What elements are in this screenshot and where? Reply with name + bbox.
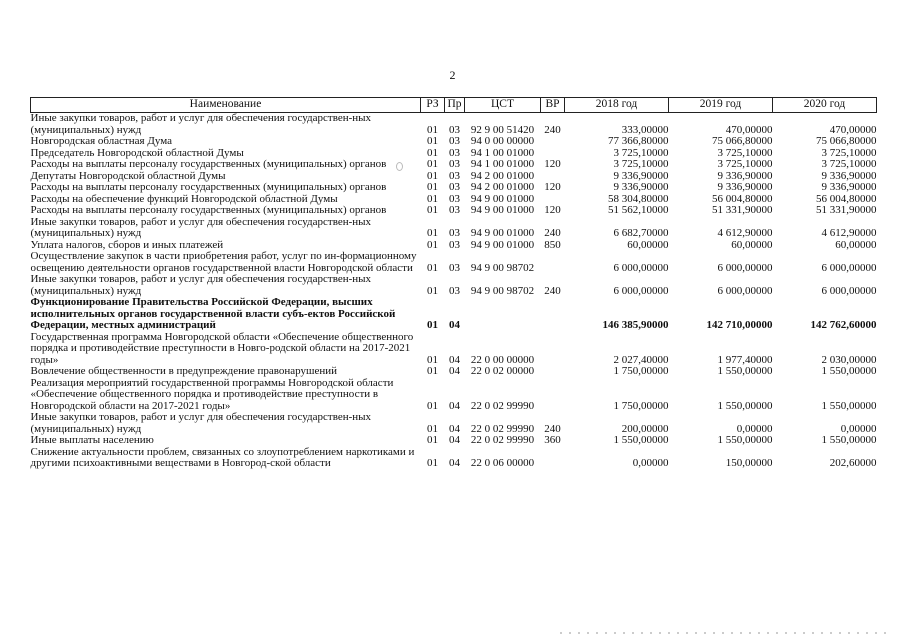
row-2019: 1 550,00000 <box>717 434 773 446</box>
table-row <box>31 136 877 148</box>
row-pr: 03 <box>449 123 460 136</box>
row-rz: 01 <box>427 146 438 159</box>
row-pr: 03 <box>449 204 460 216</box>
row-vr <box>541 332 565 367</box>
row-name: Депутаты Новгородской областной Думы <box>30 169 226 182</box>
row-name: Вовлечение общественности в предупреждение правонарушений <box>30 365 338 377</box>
row-pr: 04 <box>449 422 460 435</box>
row-name: Осуществление закупок в части приобретения работ, услуг по ин-формационному освещению деятельности органов государственной власти Новгородской области <box>30 250 417 274</box>
row-name: Реализация мероприятий государственной программы Новгородской области «Обеспечение общественного порядка и противодействие преступности в Новгородской области на 2017-2021 годы» <box>30 376 394 412</box>
row-2019: 60,00000 <box>731 238 773 251</box>
table-row <box>31 412 877 435</box>
row-rz: 01 <box>427 353 438 366</box>
row-2020: 6 000,00000 <box>821 284 877 297</box>
row-name: Новгородская областная Дума <box>30 135 172 147</box>
row-name: Снижение актуальности проблем, связанных со злоупотреблением наркотиками и другими психоактивными веществами в Новгород-ской области <box>30 445 415 469</box>
row-2020: 4 612,90000 <box>821 227 877 239</box>
header-pr: Пр <box>445 98 465 113</box>
row-2019: 9 336,90000 <box>717 169 773 182</box>
row-name: Государственная программа Новгородской области «Обеспечение общественного порядка и противодействие преступности в Новго-родской области на 2017-2021 годы» <box>30 330 414 366</box>
row-vr: 120 <box>544 204 561 216</box>
row-2020: 51 331,90000 <box>816 204 877 216</box>
row-vr <box>541 136 565 148</box>
row-2020: 470,00000 <box>829 123 877 136</box>
row-rz: 01 <box>427 227 438 239</box>
row-rz: 01 <box>427 422 438 435</box>
row-2019: 0,00000 <box>736 422 773 435</box>
row-cst: 22 0 02 99990 <box>470 422 535 435</box>
row-pr: 03 <box>449 146 460 159</box>
row-name: Расходы на выплаты персоналу государственных (муниципальных) органов <box>30 204 387 216</box>
row-name: Иные закупки товаров, работ и услуг для обеспечения государствен-ных (муниципальных) нужд <box>30 411 372 435</box>
row-2020: 9 336,90000 <box>821 181 877 193</box>
scan-artifact-footer <box>560 632 890 634</box>
row-2019: 9 336,90000 <box>717 181 773 193</box>
row-2018: 60,00000 <box>627 238 669 251</box>
header-2020: 2020 год <box>773 98 877 113</box>
row-pr: 03 <box>449 227 460 239</box>
row-2018: 58 304,80000 <box>608 192 669 205</box>
table-row <box>31 366 877 378</box>
row-vr <box>541 447 565 470</box>
row-name: Иные закупки товаров, работ и услуг для обеспечения государствен-ных (муниципальных) нужд <box>30 273 372 297</box>
header-2019: 2019 год <box>669 98 773 113</box>
row-pr: 04 <box>449 457 460 469</box>
table-row <box>31 159 877 171</box>
row-2020: 3 725,10000 <box>821 146 877 159</box>
table-row <box>31 297 877 332</box>
header-name: Наименование <box>31 98 421 113</box>
table-row <box>31 332 877 367</box>
row-cst: 22 0 00 00000 <box>470 353 535 366</box>
row-2018: 2 027,40000 <box>613 353 669 366</box>
header-rz: РЗ <box>421 98 445 113</box>
row-2018: 6 000,00000 <box>613 261 669 274</box>
row-rz: 01 <box>427 284 438 297</box>
row-vr: 850 <box>544 238 561 251</box>
row-2019: 56 004,80000 <box>712 192 773 205</box>
row-vr <box>541 378 565 413</box>
row-2020: 60,00000 <box>835 238 877 251</box>
row-pr: 03 <box>449 181 460 193</box>
row-vr: 360 <box>544 434 561 446</box>
table-header-row <box>31 98 877 113</box>
table-row <box>31 447 877 470</box>
row-rz: 01 <box>427 158 438 170</box>
row-rz: 01 <box>427 261 438 274</box>
row-name: Расходы на выплаты персоналу государственных (муниципальных) органов <box>30 158 387 170</box>
row-2019: 150,00000 <box>725 457 773 469</box>
row-pr: 04 <box>449 353 460 366</box>
row-2019: 1 550,00000 <box>717 365 773 377</box>
row-name: Уплата налогов, сборов и иных платежей <box>30 238 224 251</box>
row-2019: 6 000,00000 <box>717 261 773 274</box>
row-pr: 03 <box>449 169 460 182</box>
row-vr: 120 <box>544 158 561 170</box>
row-2018: 6 682,70000 <box>613 227 669 239</box>
row-cst <box>465 297 541 332</box>
table-row <box>31 274 877 297</box>
row-cst: 94 9 00 98702 <box>470 261 535 274</box>
row-rz: 01 <box>427 181 438 193</box>
row-name: Функционирование Правительства Российской Федерации, высших исполнительных органов государственной власти субъ-ектов Российской Федерации, местных администраций <box>30 296 396 331</box>
row-vr: 240 <box>544 422 561 435</box>
row-cst: 94 2 00 01000 <box>470 181 535 193</box>
row-vr <box>541 251 565 274</box>
row-cst: 94 1 00 01000 <box>470 146 535 159</box>
row-2018: 1 550,00000 <box>613 434 669 446</box>
row-pr: 04 <box>449 319 460 331</box>
row-2018: 6 000,00000 <box>613 284 669 297</box>
header-2018: 2018 год <box>565 98 669 113</box>
row-rz: 01 <box>427 204 438 216</box>
row-2018: 146 385,90000 <box>602 319 669 331</box>
row-2020: 1 550,00000 <box>821 365 877 377</box>
row-pr: 04 <box>449 434 460 446</box>
row-name: Иные выплаты населению <box>30 434 154 446</box>
row-pr: 03 <box>449 192 460 205</box>
table-row <box>31 435 877 447</box>
row-2020: 0,00000 <box>840 422 877 435</box>
row-2019: 1 977,40000 <box>717 353 773 366</box>
row-2020: 1 550,00000 <box>821 434 877 446</box>
row-cst: 22 0 02 99990 <box>470 434 535 446</box>
row-rz: 01 <box>427 434 438 446</box>
budget-table <box>30 97 877 470</box>
row-2019: 3 725,10000 <box>717 158 773 170</box>
header-vr: ВР <box>541 98 565 113</box>
row-pr: 03 <box>449 284 460 297</box>
row-2020: 142 762,60000 <box>810 319 877 331</box>
row-name: Иные закупки товаров, работ и услуг для обеспечения государствен-ных (муниципальных) нужд <box>30 215 372 239</box>
row-vr: 240 <box>544 284 561 297</box>
row-cst: 22 0 02 00000 <box>470 365 535 377</box>
row-pr: 03 <box>449 158 460 170</box>
row-vr: 120 <box>544 181 561 193</box>
row-name: Расходы на обеспечение функций Новгородской областной Думы <box>30 192 338 205</box>
row-2018: 9 336,90000 <box>613 169 669 182</box>
row-rz: 01 <box>427 123 438 136</box>
row-2020: 75 066,80000 <box>816 135 877 147</box>
row-2018: 0,00000 <box>632 457 669 469</box>
row-2019: 4 612,90000 <box>717 227 773 239</box>
row-2019: 1 550,00000 <box>717 399 773 412</box>
row-cst: 94 9 00 01000 <box>470 238 535 251</box>
row-pr: 03 <box>449 238 460 251</box>
row-2018: 1 750,00000 <box>613 399 669 412</box>
row-pr: 04 <box>449 399 460 412</box>
row-pr: 03 <box>449 261 460 274</box>
row-vr: 240 <box>544 227 561 239</box>
row-cst: 94 0 00 00000 <box>470 135 535 147</box>
row-rz: 01 <box>427 457 438 469</box>
table-row <box>31 378 877 413</box>
row-cst: 94 9 00 01000 <box>470 227 535 239</box>
row-2018: 333,00000 <box>621 123 669 136</box>
row-cst: 94 9 00 01000 <box>470 192 535 205</box>
row-2019: 51 331,90000 <box>712 204 773 216</box>
table-row <box>31 113 877 137</box>
row-2018: 77 366,80000 <box>608 135 669 147</box>
row-2020: 2 030,00000 <box>821 353 877 366</box>
row-2019: 3 725,10000 <box>717 146 773 159</box>
row-2018: 1 750,00000 <box>613 365 669 377</box>
row-cst: 94 2 00 01000 <box>470 169 535 182</box>
table-body <box>31 113 877 470</box>
row-rz: 01 <box>427 399 438 412</box>
row-2020: 6 000,00000 <box>821 261 877 274</box>
table-row <box>31 217 877 240</box>
row-name: Расходы на выплаты персоналу государственных (муниципальных) органов <box>30 181 387 193</box>
row-cst: 22 0 02 99990 <box>470 399 535 412</box>
row-2018: 3 725,10000 <box>613 146 669 159</box>
row-pr: 04 <box>449 365 460 377</box>
scan-artifact <box>396 162 403 171</box>
row-cst: 94 1 00 01000 <box>470 158 535 170</box>
row-2020: 9 336,90000 <box>821 169 877 182</box>
table-row <box>31 251 877 274</box>
row-2019: 6 000,00000 <box>717 284 773 297</box>
table-row <box>31 182 877 194</box>
row-name: Иные закупки товаров, работ и услуг для обеспечения государствен-ных (муниципальных) нужд <box>30 112 372 136</box>
row-rz: 01 <box>427 238 438 251</box>
table-row <box>31 205 877 217</box>
row-cst: 94 9 00 98702 <box>470 284 535 297</box>
header-cst: ЦСТ <box>465 98 541 113</box>
row-vr <box>541 297 565 332</box>
row-2020: 202,60000 <box>829 457 877 469</box>
row-2018: 3 725,10000 <box>613 158 669 170</box>
row-rz: 01 <box>427 135 438 147</box>
row-2020: 1 550,00000 <box>821 399 877 412</box>
row-2019: 75 066,80000 <box>712 135 773 147</box>
row-2018: 51 562,10000 <box>608 204 669 216</box>
row-rz: 01 <box>427 169 438 182</box>
row-vr <box>541 366 565 378</box>
row-2020: 3 725,10000 <box>821 158 877 170</box>
row-2020: 56 004,80000 <box>816 192 877 205</box>
row-cst: 92 9 00 51420 <box>470 123 535 136</box>
row-name: Председатель Новгородской областной Думы <box>30 146 244 159</box>
row-2019: 142 710,00000 <box>706 319 773 331</box>
row-2018: 200,00000 <box>621 422 669 435</box>
row-cst: 22 0 06 00000 <box>470 457 535 469</box>
row-pr: 03 <box>449 135 460 147</box>
row-2018: 9 336,90000 <box>613 181 669 193</box>
row-rz: 01 <box>427 365 438 377</box>
row-rz: 01 <box>427 319 438 331</box>
row-2019: 470,00000 <box>725 123 773 136</box>
row-cst: 94 9 00 01000 <box>470 204 535 216</box>
row-vr: 240 <box>544 123 561 136</box>
row-rz: 01 <box>427 192 438 205</box>
page-number: 2 <box>449 68 456 82</box>
